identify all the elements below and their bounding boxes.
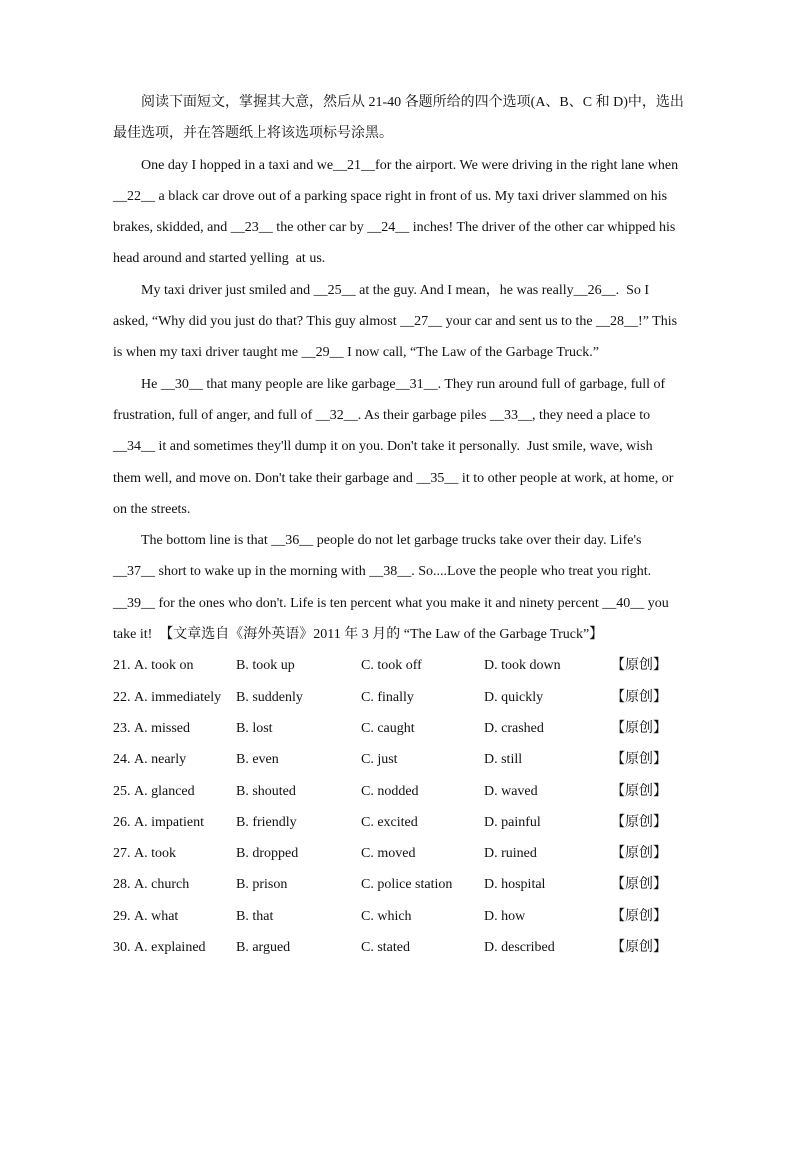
option-a: A. immediately	[134, 689, 222, 705]
option-d: D. quickly	[484, 689, 544, 705]
question-row	[113, 776, 685, 807]
passage-line: He __30__ that many people are like garbage__31__. They run around full of garbage, full of	[141, 376, 666, 392]
passage-line-text: take it!	[113, 627, 153, 643]
passage-line: __22__ a black car drove out of a parking space right in front of us. My taxi driver slammed on his	[113, 188, 668, 204]
original-tag: 【原创】	[611, 720, 667, 736]
question-number: 21.	[113, 658, 131, 674]
original-tag: 【原创】	[611, 908, 667, 924]
option-c: C. which	[361, 908, 412, 924]
original-tag: 【原创】	[611, 752, 667, 768]
option-c: C. just	[361, 752, 398, 768]
option-b: B. that	[236, 908, 274, 924]
option-d: D. waved	[484, 783, 538, 799]
original-tag: 【原创】	[611, 846, 667, 862]
option-a: A. impatient	[134, 814, 204, 830]
question-row	[113, 807, 685, 838]
option-a: A. missed	[134, 720, 190, 736]
question-number: 23.	[113, 720, 131, 736]
passage-line: them well, and move on. Don't take their garbage and __35__ it to other people at work, at home, or	[113, 470, 674, 486]
question-number: 27.	[113, 846, 131, 862]
passage-line: My taxi driver just smiled and __25__ at the guy. And I mean，he was really__26__. So I	[141, 282, 650, 298]
option-d: D. described	[484, 940, 555, 956]
question-stem	[113, 932, 206, 963]
passage-paragraph	[113, 525, 685, 650]
question-number: 28.	[113, 877, 131, 893]
option-c: C. took off	[361, 658, 422, 674]
option-a: A. explained	[134, 940, 206, 956]
option-b: B. shouted	[236, 783, 296, 799]
cloze-instructions	[113, 87, 685, 150]
question-number: 22.	[113, 689, 131, 705]
passage-line: is when my taxi driver taught me __29__ I now call, “The Law of the Garbage Truck.”	[113, 345, 599, 361]
question-options	[113, 650, 685, 963]
question-row	[113, 901, 685, 932]
passage-line: asked, “Why did you just do that? This guy almost __27__ your car and sent us to the __28__!” This	[113, 314, 678, 330]
option-b: B. friendly	[236, 814, 297, 830]
option-b: B. lost	[236, 720, 273, 736]
passage-line	[113, 619, 685, 650]
option-a: A. church	[134, 877, 190, 893]
question-stem	[113, 744, 186, 775]
question-stem	[113, 807, 204, 838]
passage-line: head around and started yelling at us.	[113, 251, 326, 267]
question-number: 25.	[113, 783, 131, 799]
option-c: C. caught	[361, 720, 415, 736]
question-row	[113, 869, 685, 900]
option-b: B. dropped	[236, 846, 299, 862]
option-d: D. hospital	[484, 877, 546, 893]
option-c: C. stated	[361, 940, 410, 956]
original-tag: 【原创】	[611, 658, 667, 674]
question-row	[113, 713, 685, 744]
question-number: 30.	[113, 940, 131, 956]
option-c: C. nodded	[361, 783, 419, 799]
question-row	[113, 682, 685, 713]
option-b: B. argued	[236, 940, 291, 956]
original-tag: 【原创】	[611, 940, 667, 956]
cloze-passage	[113, 150, 685, 651]
passage-line: __39__ for the ones who don't. Life is ten percent what you make it and ninety percent __40__ you	[113, 595, 669, 611]
passage-line: The bottom line is that __36__ people do not let garbage trucks take over their day. Life's	[141, 533, 642, 549]
original-tag: 【原创】	[611, 783, 667, 799]
question-number: 29.	[113, 908, 131, 924]
option-d: D. painful	[484, 814, 541, 830]
passage-line: __37__ short to wake up in the morning with __38__. So....Love the people who treat you right.	[113, 564, 652, 580]
question-stem	[113, 838, 176, 869]
option-c: C. finally	[361, 689, 414, 705]
question-number: 26.	[113, 814, 131, 830]
question-stem	[113, 713, 190, 744]
passage-line: One day I hopped in a taxi and we__21__for the airport. We were driving in the right lane when	[141, 157, 679, 173]
option-a: A. nearly	[134, 752, 187, 768]
question-number: 24.	[113, 752, 131, 768]
option-d: D. took down	[484, 658, 561, 674]
question-row	[113, 744, 685, 775]
option-d: D. how	[484, 908, 526, 924]
option-a: A. took	[134, 846, 176, 862]
question-stem	[113, 901, 178, 932]
instruction-line: 阅读下面短文，掌握其大意，然后从 21-40 各题所给的四个选项(A、B、C 和 D)中，选出	[141, 95, 684, 110]
option-a: A. glanced	[134, 783, 195, 799]
passage-line: brakes, skidded, and __23__ the other car by __24__ inches! The driver of the other car whipped his	[113, 220, 676, 236]
passage-line: on the streets.	[113, 501, 191, 517]
question-row	[113, 650, 685, 681]
option-c: C. moved	[361, 846, 416, 862]
option-c: C. police station	[361, 877, 453, 893]
option-d: D. still	[484, 752, 523, 768]
instruction-line: 最佳选项，并在答题纸上将该选项标号涂黑。	[113, 126, 393, 142]
original-tag: 【原创】	[611, 689, 667, 705]
original-tag: 【原创】	[611, 877, 667, 893]
passage-paragraph	[113, 150, 685, 275]
passage-paragraph	[113, 369, 685, 525]
passage-line: frustration, full of anger, and full of __32__. As their garbage piles __33__, they need a place to	[113, 407, 651, 423]
option-a: A. took on	[134, 658, 194, 674]
question-stem	[113, 776, 195, 807]
option-c: C. excited	[361, 814, 418, 830]
question-row	[113, 932, 685, 963]
option-b: B. prison	[236, 877, 288, 893]
source-note: 【文章选自《海外英语》2011 年 3 月的 “The Law of the Garbage Truck”】	[159, 627, 604, 643]
option-b: B. even	[236, 752, 279, 768]
question-stem	[113, 682, 221, 713]
option-d: D. ruined	[484, 846, 537, 862]
question-stem	[113, 869, 189, 900]
question-row	[113, 838, 685, 869]
option-a: A. what	[134, 908, 179, 924]
option-b: B. took up	[236, 658, 295, 674]
option-b: B. suddenly	[236, 689, 303, 705]
option-d: D. crashed	[484, 720, 544, 736]
exam-page	[113, 87, 685, 963]
passage-line: __34__ it and sometimes they'll dump it on you. Don't take it personally. Just smile, wave, wish	[113, 439, 653, 455]
question-stem	[113, 650, 194, 681]
passage-paragraph	[113, 275, 685, 369]
original-tag: 【原创】	[611, 814, 667, 830]
